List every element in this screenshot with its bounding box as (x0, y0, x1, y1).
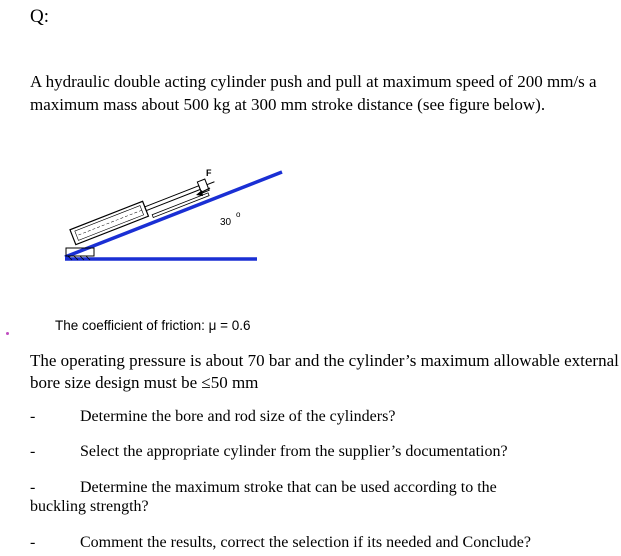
hydraulic-cylinder (70, 174, 218, 247)
problem-intro: A hydraulic double acting cylinder push and pull at maximum speed of 200 mm/s a maximum mass about 500 kg at 300 mm stroke distance (see figure below). (30, 72, 597, 114)
task-bullet: - (30, 408, 36, 425)
task-text: Select the appropriate cylinder from the supplier’s documentation? (80, 443, 508, 460)
operating-pressure: The operating pressure is about 70 bar and the cylinder’s maximum allowable external bore size design must be ≤50 mm (30, 351, 619, 392)
cylinder-incline-figure (60, 160, 290, 270)
incline-line (65, 172, 282, 257)
degree-symbol: o (236, 210, 241, 219)
task-text: Determine the maximum stroke that can be used according to the (80, 479, 497, 496)
task-text: Comment the results, correct the selection if its needed and Conclude? (80, 534, 531, 551)
task-bullet: - (30, 479, 36, 496)
angle-label: 30 (220, 217, 232, 228)
task-bullet: - (30, 534, 36, 551)
task-text: Determine the bore and rod size of the cylinders? (80, 408, 396, 425)
friction-coefficient: The coefficient of friction: μ = 0.6 (55, 318, 251, 333)
task-text-continuation: buckling strength? (30, 498, 149, 515)
force-label: F (206, 168, 212, 178)
margin-dot (6, 332, 9, 335)
task-bullet: - (30, 443, 36, 460)
question-label: Q: (30, 6, 49, 27)
